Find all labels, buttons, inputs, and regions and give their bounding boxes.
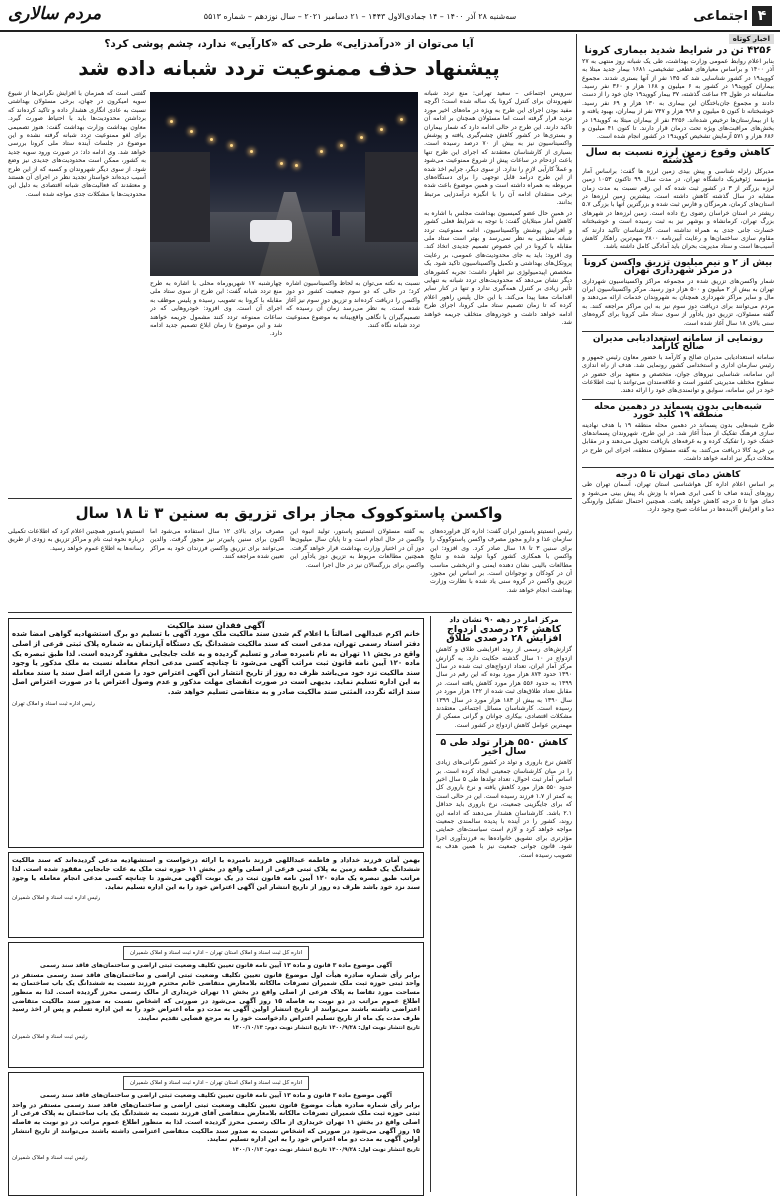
ad-title: آگهی موضوع ماده ۳ قانون و ماده ۱۳ آیین نامه قانون تعیین تکلیف وضعیت ثبتی اراضی و ساختمان‌های فاقد سند رسمی xyxy=(40,1092,392,1100)
brief-title: رونمایی از سامانه استعدادیابی مدیران صالح کارآمد xyxy=(592,334,764,353)
page-number: ۴ xyxy=(752,6,772,26)
brief-body: مدیرکل زلزله شناسی و پیش بیدی زمین لرزه ها گفت: براساس آمار مؤسسه ژئوفیزیک دانشگاه تهران، در مدت سال ۹۹ تاکنون ۱۰۵۳ زمین لرزه بزرگتر از ۳ در کشور ثبت شده که این رقم نسبت به مدت زمان مشابه در سال گذشته کاهش داشته است. بیشترین زمین لرزه‌ها در استان‌های کرمان، هرمزگان و فارس ثبت شده و بزرگترین آنها با بزرگی ۵.۷ ریشتر در استان خراسان رضوی رخ داده است. زمین لرزه‌ها در شهرهای بزرگ تهران، کرمانشاه و بوشهر نیز به ثبت رسیده است و خوشبختانه خسارت جانی جدی به همراه نداشته است. کارشناسان تاکید دارند که مقاوم سازی ساختمان‌ها و رعایت آیین‌نامه ۲۸۰۰ مهم‌ترین راهکار کاهش آسیب‌ها است و ستاد مدیریت بحران باید آمادگی کامل داشته باشد. xyxy=(582,167,774,251)
briefs-tag: اخبار کوتاه xyxy=(729,34,774,44)
ad-dates: تاریخ انتشار نوبت اول: ۱۴۰۰/۹/۲۸ تاریخ انتشار نوبت دوم: ۱۴۰۰/۱۰/۱۳ xyxy=(232,1146,420,1153)
vaccine-headline: واکسن پاستوکووک مجاز برای تزریق به سنین ۳ تا ۱۸ سال xyxy=(75,504,503,522)
brief-body: شمار واکسن‌های تزریق شده در مجموعه مراکز واکسیناسیون شهرداری تهران به بیش از ۲ میلیون و ۵۰۰ هزار دوز رسید. مرکز واکسیناسیون ایران مال و سایر مراکز شهرداری همچنان به شهروندان خدمات ارائه می‌دهند و مردم می‌توانند برای دریافت دوز سوم نیز به این مراکز مراجعه کنند. به گفته مسئولان، تزریق دوز یادآور از سوی ستاد ملی کرونا برای گروه‌های سنی بالای ۱۸ سال آغاز شده است. xyxy=(582,277,774,327)
vaccine-paragraph: مصرف برای بالای ۱۲ سال استفاده می‌شود اما اکنون برای سنین پایین‌تر نیز مجوز گرفت. والدین می‌توانند برای تزریق واکسن فرزندان خود به مراکز تعیین شده مراجعه کنند. xyxy=(150,528,284,561)
ad-signature: رئیس اداره ثبت اسناد و املاک شمیران xyxy=(12,895,101,901)
dateline: سه‌شنبه ۲۸ آذر ۱۴۰۰ – ۱۴ جمادی‌الاول ۱۴۴۳ – ۲۱ دسامبر ۲۰۲۱ – سال نوزدهم – شماره ۵۵۱۳ xyxy=(203,12,517,21)
column-divider xyxy=(576,34,577,1196)
ad-body: برابر رأی شماره صادره هیأت موضوع قانون تعیین تکلیف وضعیت ثبتی اراضی و ساختمان‌های فاقد سند رسمی مستقر در واحد ثبتی حوزه ثبت ملک شمیران تصرفات مالکانه بلامعارض متقاضی آقای فرزند نسبت به ششدانگ یک باب ساختمان به پلاک فرعی از اصلی واقع در بخش ۱۱ تهران خریداری از مالک رسمی محرز گردیده است. لذا به منظور اطلاع عموم مراتب در دو نوبت به فاصله ۱۵ روز آگهی می‌شود در صورتی که اشخاص نسبت به صدور سند مالکیت متقاضی اعتراضی داشته باشند می‌توانند از تاریخ انتشار اولین آگهی به مدت دو ماه اعتراض خود را به این اداره تسلیم نمایند. xyxy=(12,1100,420,1144)
vaccine-text-column xyxy=(8,528,144,608)
lead-paragraph: گفتنی است که همزمان با افزایش نگرانی‌ها از شیوع سویه امیکرون در جهان، برخی مسئولان بهداشتی نسبت به عادی انگاری هشدار داده و تاکید کرده‌اند که برداشتن محدودیت‌ها باید با احتیاط صورت گیرد. معاون بهداشت وزارت بهداشت گفت: هنوز تصمیمی برای لغو ممنوعیت تردد شبانه گرفته نشده و این موضوع در جلسات آینده ستاد ملی کرونا بررسی خواهد شد. وی ادامه داد: در صورت ورود سویه جدید به کشور، ممکن است محدودیت‌های جدیدی نیز وضع شود. از سوی دیگر شهروندان و کسبه که از این طرح آسیب دیده‌اند خواستار تجدید نظر در اجرای آن هستند و معتقدند که فعالیت‌های شبانه اقتصادی به دلیل این محدودیت‌ها با مشکلات جدی مواجه شده است. xyxy=(8,90,146,198)
ad-title: آگهی موضوع ماده ۳ قانون و ماده ۱۳ آیین نامه قانون تعیین تکلیف وضعیت ثبتی اراضی و ساختمان‌های فاقد سند رسمی xyxy=(40,962,392,970)
vaccine-text-column xyxy=(290,528,424,608)
section-divider xyxy=(8,612,572,613)
brief-title: بیش از ۲ و نیم میلیون تزریق واکسن کرونا در مرکز شهرداری تهران xyxy=(583,257,773,277)
newspaper-logo: مردم سالاری xyxy=(8,4,102,24)
ad-signature: رئیس اداره ثبت اسناد و املاک تهران xyxy=(12,700,95,707)
lead-kicker: آیا می‌توان از «درآمدزایی» طرحی که «کارآیی» ندارد، چشم پوشی کرد؟ xyxy=(104,38,474,50)
vaccine-paragraph: به گفته مسئولان انستیتو پاستور، تولید انبوه این واکسن در حال انجام است و تا پایان سال میلیون‌ها دوز آن در اختیار وزارت بهداشت قرار خواهد گرفت. همچنین مطالعات مربوط به تزریق دوز یادآور این واکسن برای بزرگسالان نیز در حال اجرا است. xyxy=(290,528,424,569)
section-divider xyxy=(8,498,572,499)
lead-paragraph: در همین حال عضو کمیسیون بهداشت مجلس با اشاره به کاهش آمار مبتلایان گفت: با توجه به شرایط فعلی کشور و افزایش پوشش واکسیناسیون، ادامه ممنوعیت تردد شبانه منطقی به نظر نمی‌رسد و بهتر است ستاد ملی مقابله با کرونا در این خصوص تصمیم جدیدی اتخاذ کند. وی افزود: باید به جای محدودیت‌های عمومی، بر رعایت پروتکل‌های بهداشتی و تکمیل واکسیناسیون تاکید شود. یک متخصص اپیدمیولوژی نیز اظهار داشت: تجربه کشورهای دیگر نشان می‌دهد که محدودیت‌های تردد شبانه به تنهایی تأثیر زیادی بر کنترل همه‌گیری ندارد و تنها در کنار سایر اقدامات معنا پیدا می‌کند. با این حال پلیس راهور اعلام کرده که تا زمان تصمیم ستاد ملی کرونا، اجرای طرح ادامه خواهد داشت و خودروهای متخلف جریمه خواهند شد. xyxy=(424,209,572,326)
ad-title: آگهی فقدان سند مالکیت xyxy=(167,621,265,630)
ad-signature: رئیس ثبت اسناد و املاک شمیران xyxy=(12,1155,88,1162)
page-number-box xyxy=(693,6,772,26)
ownership-deed-ad xyxy=(8,618,424,848)
brief-title: کاهش وقوع زمین لرزه نسبت به سال گذشته xyxy=(585,146,771,167)
lead-text-column xyxy=(424,90,572,494)
ad-signature: رئیس ثبت اسناد و املاک شمیران xyxy=(12,1033,88,1040)
births-paragraph: کاهش نرخ باروری و تولد در کشور نگرانی‌های زیادی را در میان کارشناسان جمعیتی ایجاد کرده است. بر اساس آمار ثبت احوال، تعداد تولدها طی ۵ سال اخیر حدود ۵۵۰ هزار مورد کاهش یافته و نرخ باروری کل به کمتر از ۱.۷ فرزند رسیده است. این در حالی است که برای جایگزینی جمعیت، نرخ باروری باید حداقل ۲.۱ باشد. کارشناسان هشدار می‌دهند که ادامه این روند، کشور را در آینده با پدیده سالمندی جمعیت مواجه خواهد کرد و لازم است سیاست‌های حمایتی مؤثرتری برای تشویق خانواده‌ها به فرزندآوری اجرا شود. قانون جوانی جمعیت نیز با همین هدف به تصویب رسیده است. xyxy=(436,759,572,859)
vaccine-text-column xyxy=(430,528,572,608)
marriage-kicker: مرکز آمار در دهه ۹۰ نشان داد xyxy=(449,616,559,624)
ad-header: اداره کل ثبت اسناد و املاک استان تهران – اداره ثبت اسناد و املاک شمیران xyxy=(123,946,309,960)
brief-body: بنابر اعلام روابط عمومی وزارت بهداشت، طی یک شبانه روز منتهی به ۲۷ آذر ۱۴۰۰ و براساس معیارهای قطعی تشخیصی، ۱۶۸۱ بیمار جدید مبتلا به کووید۱۹ در کشور شناسایی شد که ۱۳۵ نفر از آنها بستری شدند. مجموع بیماران کووید۱۹ در کشور به ۶ میلیون و ۱۶۸ هزار و ۳۶۰ نفر رسید. متاسفانه در طول ۲۴ ساعت گذشته، ۳۷ بیمار کووید۱۹ جان خود را از دست دادند و مجموع جان‌باختگان این بیماری به ۱۳۰ هزار و ۶۹ نفر رسید. خوشبختانه تا کنون ۵ میلیون و ۹۹۶ هزار و ۷۴۷ نفر از بیماران، بهبود یافته و یا از بیمارستان‌ها ترخیص شده‌اند. ۴۲۵۶ نفر از بیماران مبتلا به کووید۱۹ در بخش‌های مراقبت‌های ویژه تحت درمان قرار دارند. تا کنون ۴۱ میلیون و ۶۸۶ هزار و ۵۷۱ آزمایش تشخیص کووید۱۹ در کشور انجام شده است. xyxy=(582,57,774,141)
ad-dates: تاریخ انتشار نوبت اول: ۱۴۰۰/۹/۲۸ تاریخ انتشار نوبت دوم: ۱۴۰۰/۱۰/۱۳ xyxy=(232,1025,420,1032)
lead-paragraph: سرویس اجتماعی – سعید تهرانی: منع تردد شبانه شهروندان برای کنترل کرونا یک ساله شده است؛ اگرچه مفید بودن اجرای این طرح به ویژه در ماه‌های اخیر مورد تردید قرار گرفته است اما مسئولان همچنان بر ادامه آن تاکید دارند. این طرح در حالی ادامه دارد که شمار بیماران و بستری‌ها در کشور کاهش چشم‌گیری یافته و پوشش واکسیناسیون نیز به بیش از ۷۰ درصد رسیده است. بسیاری از کارشناسان معتقدند که اجرای این طرح تنها باعث ازدحام در ساعات پیش از شروع ممنوعیت می‌شود و عملاً کارآیی لازم را ندارد. از سوی دیگر، جرایم اخذ شده از این طرح درآمد قابل توجهی را برای دستگاه‌های مربوطه به همراه داشته است و همین موضوع باعث شده برخی منتقدان ادامه آن را با انگیزه درآمدزایی مرتبط بدانند. xyxy=(424,90,572,207)
marriage-paragraph: گزارش‌های رسمی از روند افزایشی طلاق و کاهش ازدواج در ۱۰ سال گذشته حکایت دارد. به گزارش مرکز آمار ایران، تعداد ازدواج‌های ثبت شده در سال ۱۳۹۰ حدود ۸۷۴ هزار مورد بوده که این رقم در سال ۱۳۹۹ به حدود ۵۵۶ هزار مورد کاهش یافته است. در مقابل تعداد طلاق‌های ثبت شده از ۱۴۲ هزار مورد در سال ۱۳۹۰ به بیش از ۱۸۳ هزار مورد در سال ۱۳۹۹ رسیده است. کارشناسان مسائل اجتماعی معتقدند مشکلات اقتصادی، بیکاری جوانان و گرانی مسکن از مهمترین عوامل کاهش ازدواج در کشور است. xyxy=(436,646,572,729)
lead-paragraph: نسبت به نکته می‌توان به لحاظ واکسیناسیون اشاره کرد؛ در حالی که دو سوم جمعیت کشور دو دوز واکسن را دریافت کرده‌اند و تزریق دوز سوم نیز آغاز شده است. به نظر می‌رسد زمان آن رسیده که تصمیم‌گیران با نگاهی واقع‌بینانه به موضوع ممنوعیت تردد شبانه نگاه کنند. xyxy=(286,280,420,330)
ad-body: خانم اکرم عبدالهی اصالتاً با اعلام گم شدن سند مالکیت ملک مورد آگهی با تسلیم دو برگ استشهادیه گواهی امضا شده دفتر اسناد رسمی تهران، مدعی است که سند مالکیت ششدانگ یک دستگاه آپارتمان به شماره پلاک ثبتی فرعی از اصلی واقع در بخش ۱۱ تهران به نام نامبرده صادر و تسلیم گردیده و به علت جابجایی مفقود گردیده است. لذا طبق تبصره یک ماده ۱۲۰ آیین نامه قانون ثبت مراتب آگهی می‌شود تا چنانچه کسی مدعی انجام معامله نسبت به ملک مذکور یا وجود سند مالکیت نزد خود می‌باشد ظرف ده روز از تاریخ انتشار این آگهی اعتراض خود را ضمن ارائه اصل سند یا سند معامله به این اداره تسلیم نماید. بدیهی است در صورت انقضای مهلت مذکور و عدم وصول اعتراض یا در صورت اعتراض اصل سند ارائه نگردد، المثنی سند مالکیت صادر و به متقاضی تسلیم خواهد شد. xyxy=(12,630,420,696)
brief-body: طرح شبه‌هایی بدون پسماند در دهمین محله منطقه ۱۹ با هدف نهادینه سازی فرهنگ تفکیک از مبدأ آغاز شد. در این طرح، شهروندان پسماندهای خشک خود را تفکیک کرده و به غرفه‌های بازیافت تحویل می‌دهند و در مقابل بن خرید کالا دریافت می‌کنند. به گفته مسئولان منطقه، اجرای این طرح در محلات دیگر نیز ادامه خواهد داشت. xyxy=(582,421,774,463)
night-street-photo xyxy=(150,92,418,276)
brief-body: بر اساس اعلام اداره کل هواشناسی استان تهران، آسمان تهران طی روزهای آینده صاف تا کمی ابری همراه با وزش باد پیش بینی می‌شود و دمای هوا تا ۵ درجه کاهش خواهد یافت. همچنین احتمال تشکیل وارونگی دما و افزایش آلاینده‌ها در ساعات صبح وجود دارد. xyxy=(582,481,774,514)
page-header xyxy=(0,0,780,32)
section-title: اجتماعی xyxy=(693,8,748,24)
column-divider xyxy=(430,616,431,1192)
lead-text-column xyxy=(150,280,282,494)
lead-text-column xyxy=(286,280,420,494)
lost-deed-ad xyxy=(8,852,424,938)
ad-body: برابر رأی شماره صادره هیأت اول موضوع قانون تعیین تکلیف وضعیت ثبتی اراضی و ساختمان‌های فاقد سند رسمی مستقر در واحد ثبتی حوزه ثبت ملک شمیران تصرفات مالکانه بلامعارض متقاضی خانم محترم فرزند نسبت به ششدانگ یک باب ساختمان به مساحت مورد تقاضا به پلاک فرعی از اصلی واقع در بخش ۱۱ تهران خریداری از مالک رسمی محرز گردیده است. لذا به منظور اطلاع عموم مراتب در دو نوبت به فاصله ۱۵ روز آگهی می‌شود در صورتی که اشخاص نسبت به صدور سند مالکیت متقاضی اعتراضی داشته باشند می‌توانند از تاریخ انتشار اولین آگهی به مدت دو ماه اعتراض خود را به این اداره تسلیم و پس از اخذ رسید ظرف مدت یک ماه از تاریخ تسلیم اعتراض دادخواست خود را به مرجع قضایی تقدیم نمایند. xyxy=(12,970,420,1022)
vaccine-paragraph: انستیتو پاستور همچنین اعلام کرد که اطلاعات تکمیلی درباره نحوه ثبت نام و مراکز تزریق به زودی از طریق رسانه‌ها به اطلاع عموم خواهد رسید. xyxy=(8,528,144,552)
vaccine-paragraph: رئیس انستیتو پاستور ایران گفت: اداره کل فرآورده‌های سازمان غذا و دارو مجوز مصرف واکسن پاستوکووک را برای سنین ۳ تا ۱۸ سال صادر کرد. وی افزود: این واکسن با همکاری کشور کوبا تولید شده و نتایج مطالعات بالینی نشان دهنده ایمنی و اثربخشی مناسب آن در کودکان و نوجوانان است. بر اساس این مجوز، تزریق واکسن در گروه سنی یاد شده با نظارت وزارت بهداشت انجام خواهد شد. xyxy=(430,528,572,594)
ad-header: اداره کل ثبت اسناد و املاک استان تهران – اداره ثبت اسناد و املاک شمیران xyxy=(123,1076,309,1090)
marriage-column xyxy=(436,616,572,1196)
lead-text-column xyxy=(8,90,146,494)
lead-paragraph: چهارشنبه ۱۷ شهریورماه محلی با اشاره به طرح منع تردد شبانه گفت: این طرح از سوی ستاد ملی مقابله با کرونا به تصویب رسیده و پلیس موظف به اجرای آن است. وی افزود: خودروهایی که در ساعات ممنوعه تردد کنند مشمول جریمه خواهند شد و این موضوع تا زمان ابلاغ تصمیم جدید ادامه دارد. xyxy=(150,280,282,338)
births-headline: کاهش ۵۵۰ هزار تولد طی ۵ سال اخیر xyxy=(440,737,568,757)
brief-body: سامانه استعدادیابی مدیران صالح و کارآمد با حضور معاون رئیس جمهور و رئیس سازمان اداری و استخدامی کشور رونمایی شد. هدف از راه اندازی این سامانه، شناسایی نیروهای جوان، متخصص و متعهد برای حضور در سطوح مختلف مدیریتی کشور است و علاقه‌مندان می‌توانند با ثبت اطلاعات خود در این سامانه، سوابق و توانمندی‌های خود را ارائه دهند. xyxy=(582,353,774,395)
land-registry-ad xyxy=(8,1072,424,1196)
brief-title: کاهش دمای تهران تا ۵ درجه xyxy=(615,469,741,480)
brief-title: ۴۲۵۶ تن در شرایط شدید بیماری کرونا xyxy=(584,45,772,57)
ad-body: بهمن آمان فرزند خداداد و فاطمه عبداللهی فرزند نامبرده با ارائه درخواست و استشهادیه مدعی گردیده‌اند که سند مالکیت ششدانگ یک قطعه زمین به پلاک ثبتی فرعی از اصلی واقع در بخش ۱۱ حوزه ثبت ملک به علت جابجایی مفقود شده است. لذا مراتب طبق تبصره یک ماده ۱۲۰ آیین نامه قانون ثبت در یک نوبت آگهی می‌شود تا چنانچه کسی مدعی انجام معامله یا وجود سند نزد خود باشد ظرف ده روز از تاریخ انتشار این آگهی اعتراض خود را به این اداره تسلیم نماید. xyxy=(12,856,420,891)
brief-title: شبه‌هایی بدون پسماند در دهمین محله منطقه ۱۹ کلید خورد xyxy=(594,401,762,421)
lead-headline: پیشنهاد حذف ممنوعیت تردد شبانه داده شد xyxy=(78,56,500,80)
marriage-headline: کاهش ۳۶ درصدی ازدواج افزایش ۲۸ درصدی طلاق xyxy=(446,624,562,644)
land-registry-ad xyxy=(8,942,424,1068)
vaccine-text-column xyxy=(150,528,284,608)
news-briefs-column xyxy=(582,34,774,1196)
